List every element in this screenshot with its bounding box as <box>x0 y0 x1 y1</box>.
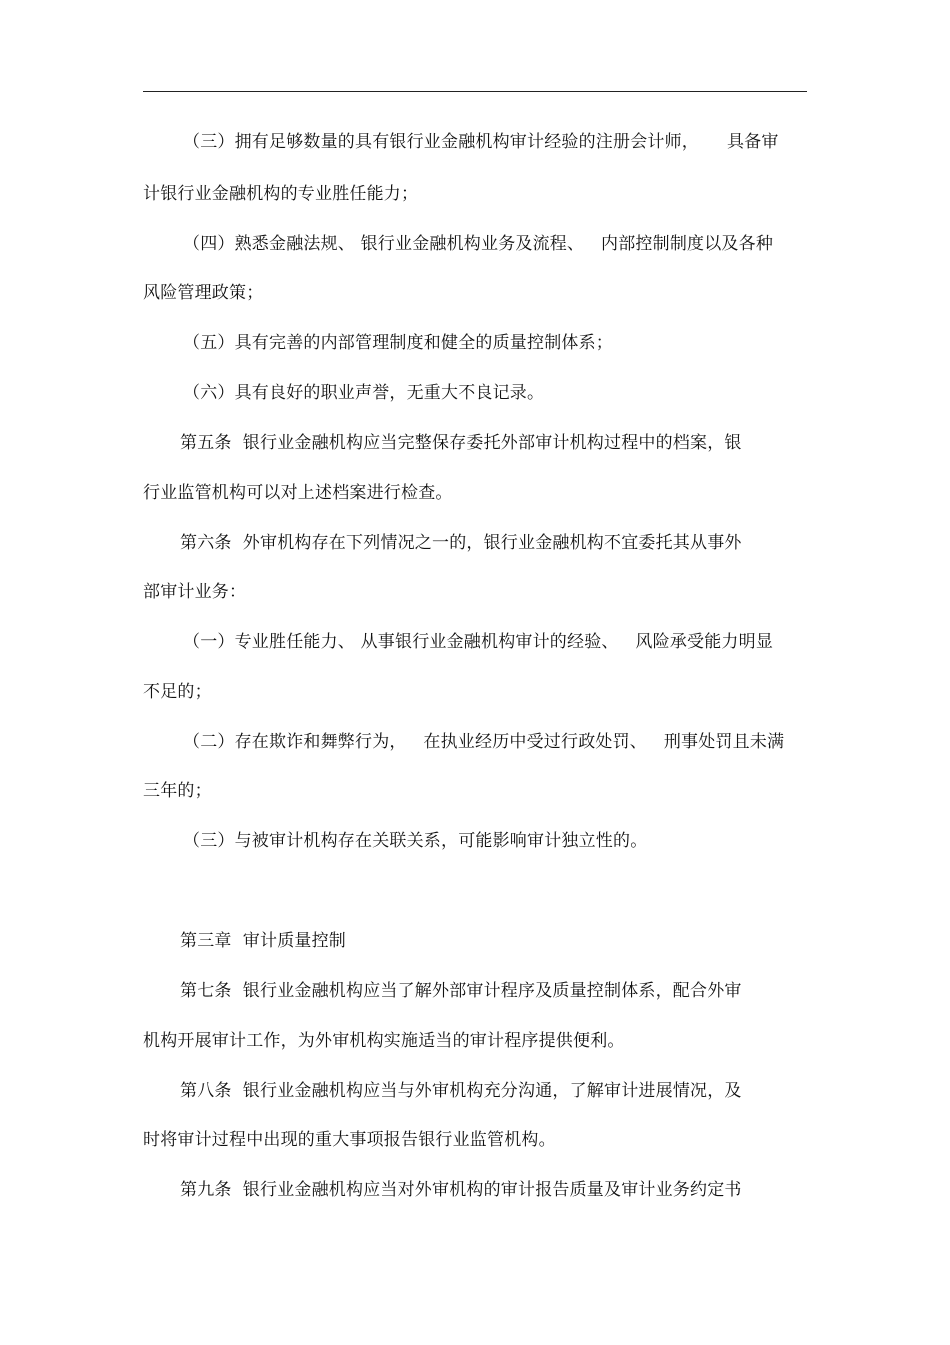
article-6-heading: 第六条 外审机构存在下列情况之一的，银行业金融机构不宜委托其从事外 <box>180 533 742 553</box>
text-line: （一）专业胜任能力、 从事银行业金融机构审计的经验、 风险承受能力明显 <box>183 632 774 652</box>
text-line: （六）具有良好的职业声誉，无重大不良记录。 <box>183 383 545 403</box>
article-9-heading: 第九条 银行业金融机构应当对外审机构的审计报告质量及审计业务约定书 <box>180 1180 742 1200</box>
text-line: 三年的； <box>143 781 212 801</box>
text-line: （二）存在欺诈和舞弊行为， 在执业经历中受过行政处罚、 刑事处罚且未满 <box>183 732 785 752</box>
text-line: 计银行业金融机构的专业胜任能力； <box>143 184 419 204</box>
text-line: 风险管理政策； <box>143 283 264 303</box>
text-line: 部审计业务： <box>143 582 247 602</box>
text-line: 时将审计过程中出现的重大事项报告银行业监管机构。 <box>143 1130 556 1150</box>
text-line: 机构开展审计工作，为外审机构实施适当的审计程序提供便利。 <box>143 1031 625 1051</box>
text-line: （四）熟悉金融法规、 银行业金融机构业务及流程、 内部控制制度以及各种 <box>183 234 774 254</box>
chapter-heading: 第三章 审计质量控制 <box>180 931 347 951</box>
text-line: （三）拥有足够数量的具有银行业金融机构审计经验的注册会计师， 具备审 <box>183 132 779 152</box>
text-line: （三）与被审计机构存在关联关系，可能影响审计独立性的。 <box>183 831 648 851</box>
text-line: 行业监管机构可以对上述档案进行检查。 <box>143 483 453 503</box>
article-8-heading: 第八条 银行业金融机构应当与外审机构充分沟通，了解审计进展情况，及 <box>180 1081 742 1101</box>
text-line: （五）具有完善的内部管理制度和健全的质量控制体系； <box>183 333 613 353</box>
text-line: 不足的； <box>143 682 212 702</box>
header-rule <box>143 91 807 92</box>
article-7-heading: 第七条 银行业金融机构应当了解外部审计程序及质量控制体系，配合外审 <box>180 981 742 1001</box>
article-5-heading: 第五条 银行业金融机构应当完整保存委托外部审计机构过程中的档案，银 <box>180 433 742 453</box>
